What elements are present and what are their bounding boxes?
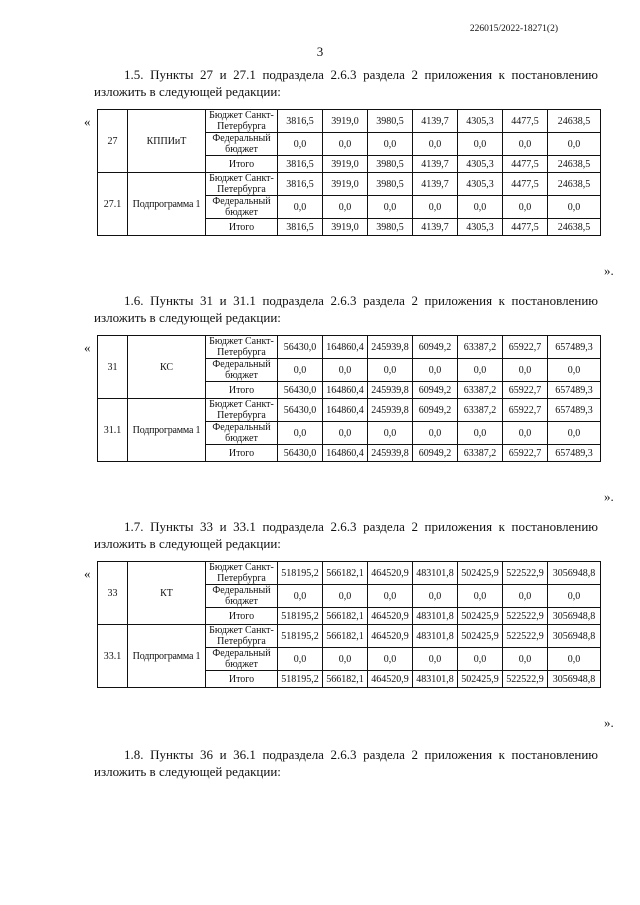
value-cell: 4477,5 — [503, 219, 548, 236]
value-cell: 0,0 — [413, 359, 458, 382]
value-cell: 0,0 — [368, 133, 413, 156]
value-cell: 464520,9 — [368, 625, 413, 648]
paragraph-line: 1.5. Пункты 27 и 27.1 подраздела 2.6.3 раздела 2 приложения к постановлению — [124, 67, 598, 82]
value-cell: 3816,5 — [278, 173, 323, 196]
value-cell: 0,0 — [368, 422, 413, 445]
value-cell: 56430,0 — [278, 399, 323, 422]
value-cell: 0,0 — [548, 133, 601, 156]
item-number: 33.1 — [98, 625, 128, 688]
item-name: КС — [128, 336, 206, 399]
value-cell: 502425,9 — [458, 671, 503, 688]
value-cell: 0,0 — [413, 585, 458, 608]
funding-source-label: Бюджет Санкт-Петербурга — [206, 562, 278, 585]
table-row — [98, 625, 601, 648]
value-cell: 4139,7 — [413, 173, 458, 196]
page-number: 3 — [316, 44, 324, 59]
value-cell: 4139,7 — [413, 219, 458, 236]
value-cell: 245939,8 — [368, 336, 413, 359]
value-cell: 4477,5 — [503, 110, 548, 133]
value-cell: 502425,9 — [458, 608, 503, 625]
value-cell: 3980,5 — [368, 173, 413, 196]
item-name: КТ — [128, 562, 206, 625]
value-cell: 566182,1 — [323, 671, 368, 688]
value-cell: 0,0 — [413, 133, 458, 156]
quote-close: ». — [604, 263, 614, 278]
value-cell: 3816,5 — [278, 156, 323, 173]
value-cell: 4139,7 — [413, 110, 458, 133]
value-cell: 3919,0 — [323, 156, 368, 173]
budget-table — [97, 561, 601, 688]
table-row — [98, 399, 601, 422]
paragraph-line: изложить в следующей редакции: — [94, 84, 281, 99]
value-cell: 0,0 — [368, 359, 413, 382]
value-cell: 0,0 — [458, 648, 503, 671]
value-cell: 0,0 — [368, 585, 413, 608]
value-cell: 0,0 — [458, 196, 503, 219]
value-cell: 518195,2 — [278, 625, 323, 648]
value-cell: 0,0 — [278, 648, 323, 671]
value-cell: 0,0 — [323, 585, 368, 608]
paragraph-line: изложить в следующей редакции: — [94, 764, 281, 779]
value-cell: 0,0 — [458, 359, 503, 382]
quote-open: « — [84, 340, 91, 355]
value-cell: 0,0 — [548, 422, 601, 445]
item-name: Подпрограмма 1 — [128, 625, 206, 688]
value-cell: 164860,4 — [323, 382, 368, 399]
value-cell: 0,0 — [503, 196, 548, 219]
value-cell: 464520,9 — [368, 671, 413, 688]
funding-source-label: Бюджет Санкт-Петербурга — [206, 399, 278, 422]
value-cell: 56430,0 — [278, 382, 323, 399]
funding-source-label: Бюджет Санкт-Петербурга — [206, 625, 278, 648]
value-cell: 56430,0 — [278, 336, 323, 359]
value-cell: 24638,5 — [548, 219, 601, 236]
table-row — [98, 110, 601, 133]
quote-open: « — [84, 114, 91, 129]
value-cell: 0,0 — [323, 359, 368, 382]
section-paragraph — [94, 746, 598, 780]
funding-source-label: Федеральный бюджет — [206, 422, 278, 445]
value-cell: 566182,1 — [323, 625, 368, 648]
section-paragraph — [94, 66, 598, 100]
value-cell: 0,0 — [503, 359, 548, 382]
value-cell: 0,0 — [458, 585, 503, 608]
value-cell: 522522,9 — [503, 671, 548, 688]
funding-source-label: Итого — [206, 382, 278, 399]
value-cell: 3980,5 — [368, 156, 413, 173]
value-cell: 566182,1 — [323, 608, 368, 625]
value-cell: 483101,8 — [413, 625, 458, 648]
funding-source-label: Федеральный бюджет — [206, 196, 278, 219]
value-cell: 3056948,8 — [548, 562, 601, 585]
value-cell: 65922,7 — [503, 399, 548, 422]
value-cell: 60949,2 — [413, 336, 458, 359]
paragraph-line: 1.8. Пункты 36 и 36.1 подраздела 2.6.3 раздела 2 приложения к постановлению — [124, 747, 598, 762]
value-cell: 3980,5 — [368, 110, 413, 133]
table-row — [98, 173, 601, 196]
value-cell: 657489,3 — [548, 336, 601, 359]
value-cell: 24638,5 — [548, 173, 601, 196]
value-cell: 4305,3 — [458, 156, 503, 173]
value-cell: 3919,0 — [323, 173, 368, 196]
value-cell: 502425,9 — [458, 625, 503, 648]
value-cell: 0,0 — [278, 359, 323, 382]
value-cell: 522522,9 — [503, 562, 548, 585]
value-cell: 3056948,8 — [548, 671, 601, 688]
value-cell: 483101,8 — [413, 562, 458, 585]
value-cell: 245939,8 — [368, 445, 413, 462]
item-number: 27.1 — [98, 173, 128, 236]
value-cell: 566182,1 — [323, 562, 368, 585]
value-cell: 0,0 — [458, 422, 503, 445]
funding-source-label: Итого — [206, 445, 278, 462]
value-cell: 65922,7 — [503, 445, 548, 462]
item-number: 33 — [98, 562, 128, 625]
value-cell: 4305,3 — [458, 219, 503, 236]
value-cell: 3056948,8 — [548, 608, 601, 625]
value-cell: 3816,5 — [278, 110, 323, 133]
value-cell: 164860,4 — [323, 399, 368, 422]
value-cell: 518195,2 — [278, 608, 323, 625]
value-cell: 518195,2 — [278, 562, 323, 585]
value-cell: 4305,3 — [458, 110, 503, 133]
quote-open: « — [84, 566, 91, 581]
value-cell: 518195,2 — [278, 671, 323, 688]
value-cell: 4477,5 — [503, 173, 548, 196]
value-cell: 464520,9 — [368, 608, 413, 625]
funding-source-label: Федеральный бюджет — [206, 359, 278, 382]
table-row — [98, 562, 601, 585]
value-cell: 0,0 — [278, 422, 323, 445]
value-cell: 502425,9 — [458, 562, 503, 585]
item-number: 31.1 — [98, 399, 128, 462]
value-cell: 0,0 — [368, 196, 413, 219]
value-cell: 0,0 — [278, 196, 323, 219]
funding-source-label: Бюджет Санкт-Петербурга — [206, 110, 278, 133]
value-cell: 0,0 — [503, 648, 548, 671]
table-row — [98, 336, 601, 359]
value-cell: 60949,2 — [413, 382, 458, 399]
value-cell: 65922,7 — [503, 382, 548, 399]
value-cell: 63387,2 — [458, 382, 503, 399]
value-cell: 657489,3 — [548, 445, 601, 462]
value-cell: 3816,5 — [278, 219, 323, 236]
funding-source-label: Бюджет Санкт-Петербурга — [206, 336, 278, 359]
value-cell: 3919,0 — [323, 219, 368, 236]
quote-close: ». — [604, 715, 614, 730]
value-cell: 63387,2 — [458, 445, 503, 462]
value-cell: 522522,9 — [503, 625, 548, 648]
value-cell: 164860,4 — [323, 445, 368, 462]
item-number: 27 — [98, 110, 128, 173]
value-cell: 657489,3 — [548, 382, 601, 399]
funding-source-label: Итого — [206, 219, 278, 236]
item-name: Подпрограмма 1 — [128, 399, 206, 462]
value-cell: 0,0 — [368, 648, 413, 671]
value-cell: 3056948,8 — [548, 625, 601, 648]
value-cell: 0,0 — [503, 422, 548, 445]
value-cell: 0,0 — [458, 133, 503, 156]
value-cell: 0,0 — [278, 133, 323, 156]
value-cell: 24638,5 — [548, 110, 601, 133]
value-cell: 0,0 — [548, 585, 601, 608]
value-cell: 4477,5 — [503, 156, 548, 173]
value-cell: 0,0 — [323, 133, 368, 156]
value-cell: 0,0 — [413, 648, 458, 671]
value-cell: 63387,2 — [458, 399, 503, 422]
value-cell: 60949,2 — [413, 399, 458, 422]
item-number: 31 — [98, 336, 128, 399]
value-cell: 0,0 — [323, 648, 368, 671]
funding-source-label: Итого — [206, 671, 278, 688]
value-cell: 56430,0 — [278, 445, 323, 462]
paragraph-line: изложить в следующей редакции: — [94, 310, 281, 325]
paragraph-line: 1.6. Пункты 31 и 31.1 подраздела 2.6.3 раздела 2 приложения к постановлению — [124, 293, 598, 308]
budget-table — [97, 335, 601, 462]
value-cell: 522522,9 — [503, 608, 548, 625]
funding-source-label: Федеральный бюджет — [206, 648, 278, 671]
funding-source-label: Итого — [206, 156, 278, 173]
item-name: Подпрограмма 1 — [128, 173, 206, 236]
funding-source-label: Бюджет Санкт-Петербурга — [206, 173, 278, 196]
value-cell: 4305,3 — [458, 173, 503, 196]
quote-close: ». — [604, 489, 614, 504]
value-cell: 0,0 — [548, 648, 601, 671]
document-id: 226015/2022-18271(2) — [469, 24, 558, 34]
value-cell: 0,0 — [278, 585, 323, 608]
paragraph-line: 1.7. Пункты 33 и 33.1 подраздела 2.6.3 раздела 2 приложения к постановлению — [124, 519, 598, 534]
paragraph-line: изложить в следующей редакции: — [94, 536, 281, 551]
value-cell: 0,0 — [323, 422, 368, 445]
value-cell: 0,0 — [548, 359, 601, 382]
value-cell: 0,0 — [548, 196, 601, 219]
value-cell: 464520,9 — [368, 562, 413, 585]
value-cell: 483101,8 — [413, 608, 458, 625]
item-name: КППИиТ — [128, 110, 206, 173]
value-cell: 657489,3 — [548, 399, 601, 422]
value-cell: 65922,7 — [503, 336, 548, 359]
value-cell: 3919,0 — [323, 110, 368, 133]
value-cell: 0,0 — [503, 585, 548, 608]
value-cell: 164860,4 — [323, 336, 368, 359]
funding-source-label: Федеральный бюджет — [206, 585, 278, 608]
funding-source-label: Федеральный бюджет — [206, 133, 278, 156]
value-cell: 60949,2 — [413, 445, 458, 462]
value-cell: 0,0 — [413, 422, 458, 445]
value-cell: 245939,8 — [368, 382, 413, 399]
value-cell: 4139,7 — [413, 156, 458, 173]
section-paragraph — [94, 292, 598, 326]
value-cell: 483101,8 — [413, 671, 458, 688]
value-cell: 3980,5 — [368, 219, 413, 236]
budget-table — [97, 109, 601, 236]
value-cell: 24638,5 — [548, 156, 601, 173]
value-cell: 0,0 — [323, 196, 368, 219]
value-cell: 245939,8 — [368, 399, 413, 422]
value-cell: 0,0 — [413, 196, 458, 219]
section-paragraph — [94, 518, 598, 552]
value-cell: 63387,2 — [458, 336, 503, 359]
value-cell: 0,0 — [503, 133, 548, 156]
funding-source-label: Итого — [206, 608, 278, 625]
